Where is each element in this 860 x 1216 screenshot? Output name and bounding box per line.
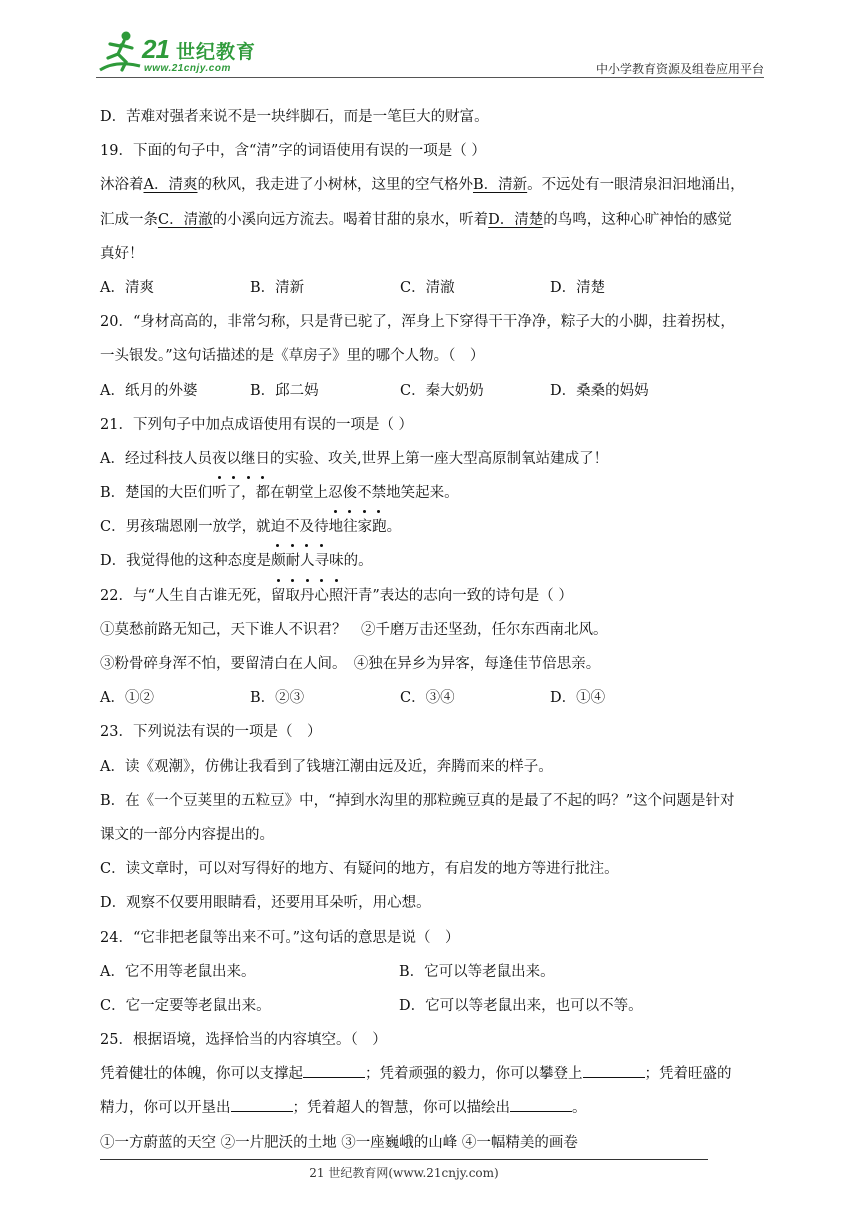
q20-options [100,374,764,408]
q19-passage-line-1: 沐浴着A．清爽的秋风，我走进了小树林，这里的空气格外B．清新。不远处有一眼清泉汩汩地涌出， [100,177,745,194]
option-d: D．它可以等老鼠出来，也可以不等。 [399,997,643,1014]
option-b: B．②③ [250,690,305,707]
q22-options [100,681,764,715]
q23-option-b-line-1: B．在《一个豆荚里的五粒豆》中，“掉到水沟里的那粒豌豆真的是最了不起的吗？”这个问题是针对 [100,792,735,809]
emphasis-char: 忍 [328,476,343,510]
q19-passage-line-3: 真好！ [100,245,144,262]
dotted-idiom [212,451,270,467]
q24-options-row-1 [100,955,764,989]
option-d: D．桑桑的妈妈 [550,382,649,399]
page-header [96,30,764,78]
emphasis-char: 以 [226,442,241,476]
emphasis-char: 不 [357,476,372,510]
option-c: C．它一定要等老鼠出来。 [100,997,271,1014]
emphasis-char: 人 [300,544,315,578]
q25-passage-line-2: 精力，你可以开垦出 ；凭着超人的智慧，你可以描绘出 。 [100,1091,764,1125]
underlined-option: D．清楚 [488,211,544,228]
underlined-option: A．清爽 [143,177,198,194]
q20-stem-line-1: 20．“身材高高的，非常匀称，只是背已驼了，浑身上下穿得干干净净，粽子大的小脚，拄着拐杖， [100,314,735,331]
underlined-option: B．清新 [472,177,528,194]
emphasis-char: 俊 [343,476,358,510]
fill-blank [583,1063,645,1078]
page-footer: 21 世纪教育网(www.21cnjy.com) [309,1166,499,1180]
emphasis-char: 寻 [315,544,330,578]
emphasis-char: 禁 [372,476,387,510]
option-c: C．秦大奶奶 [400,382,484,399]
emphasis-char: 不 [285,510,300,544]
logo-number: 21 [142,34,169,64]
dotted-idiom [271,553,344,569]
logo-name: 世纪教育 [176,41,257,63]
option-a: A．纸月的外婆 [100,382,198,399]
brand-logo [96,30,266,76]
q21-option-a: A．经过科技人员夜以继日的实验、攻关,世界上第一座大型高原制氧站建成了！ [100,442,764,476]
q21-option-c: C．男孩瑞恩刚一放学，就迫不及待地往家跑。 [100,510,764,544]
option-a: A．①② [100,690,154,707]
logo-url: www.21cnjy.com [144,63,231,74]
emphasis-char: 及 [300,510,315,544]
q22-poems-line-1: ①莫愁前路无知己，天下谁人不识君？ ②千磨万击还坚劲，任尔东西南北风。 [100,621,608,638]
q23-option-b-line-2: 课文的一部分内容提出的。 [100,826,274,843]
platform-name: 中小学教育资源及组卷应用平台 [595,62,764,76]
underlined-option: C．清澈 [158,211,213,228]
emphasis-char: 继 [241,442,256,476]
option-d: D．清楚 [550,279,606,296]
q25-stem: 25．根据语境，选择恰当的内容填空。（ ） [100,1032,387,1049]
q19-passage-line-2: 汇成一条C．清澈的小溪向远方流去。喝着甘甜的泉水，听着D．清楚的鸟鸣，这种心旷神怡的感觉 [100,211,732,228]
q25-passage-line-1: 凭着健壮的体魄，你可以支撑起 ；凭着顽强的毅力，你可以攀登上 ；凭着旺盛的 [100,1057,764,1091]
option-c: C．清澈 [400,279,455,296]
q20-stem-line-2: 一头银发。”这句话描述的是《草房子》里的哪个人物。（ ） [100,348,485,365]
q22-stem: 22．与“人生自古谁无死，留取丹心照汗青”表达的志向一致的诗句是（ ） [100,587,573,604]
q22-poems-line-2: ③粉骨碎身浑不怕，要留清白在人间。 ④独在异乡为异客，每逢佳节倍思亲。 [100,656,601,672]
q21-option-b: B．楚国的大臣们听了，都在朝堂上忍俊不禁地笑起来。 [100,476,764,510]
emphasis-char: 夜 [212,442,227,476]
option-b: B．它可以等老鼠出来。 [399,963,555,980]
fill-blank [303,1063,365,1078]
q23-option-d: D．观察不仅要用眼睛看，还要用耳朵听，用心想。 [100,895,431,912]
runner-icon [96,30,144,76]
q21-option-d: D．我觉得他的这种态度是颇耐人寻味的。 [100,544,764,578]
option-a: A．清爽 [100,279,154,296]
option-b: B．清新 [250,279,305,296]
q21-stem: 21．下列句子中加点成语使用有误的一项是（ ） [100,416,414,433]
question-content [100,100,764,1160]
fill-blank [231,1097,293,1112]
option-a: A．它不用等老鼠出来。 [100,963,256,980]
dotted-idiom [328,485,386,501]
q23-stem: 23．下列说法有误的一项是（ ） [100,724,322,741]
q24-stem: 24．“它非把老鼠等出来不可。”这句话的意思是说（ ） [100,929,460,946]
q25-choices: ①一方蔚蓝的天空 ②一片肥沃的土地 ③一座巍峨的山峰 ④一幅精美的画卷 [100,1134,578,1151]
emphasis-char: 迫 [271,510,286,544]
q19-options [100,271,764,305]
option-b: B．邱二妈 [250,382,319,399]
dotted-idiom [271,519,329,535]
emphasis-char: 待 [314,510,329,544]
q24-options-row-2 [100,989,764,1023]
option-d: D．①④ [550,690,606,707]
emphasis-char: 味 [329,544,344,578]
emphasis-char: 日 [255,442,270,476]
option-c: C．③④ [400,690,455,707]
emphasis-char: 耐 [286,544,301,578]
q23-option-c: C．读文章时，可以对写得好的地方、有疑问的地方，有启发的地方等进行批注。 [100,861,619,878]
q18-option-d: D．苦难对强者来说不是一块绊脚石，而是一笔巨大的财富。 [100,109,489,125]
q19-stem: 19．下面的句子中，含“清”字的词语使用有误的一项是（ ） [100,143,486,160]
fill-blank [510,1097,572,1112]
header-divider [96,77,764,78]
q23-option-a: A．读《观潮》，仿佛让我看到了钱塘江潮由远及近，奔腾而来的样子。 [100,758,553,775]
emphasis-char: 颇 [271,544,286,578]
footer-divider [100,1159,708,1160]
